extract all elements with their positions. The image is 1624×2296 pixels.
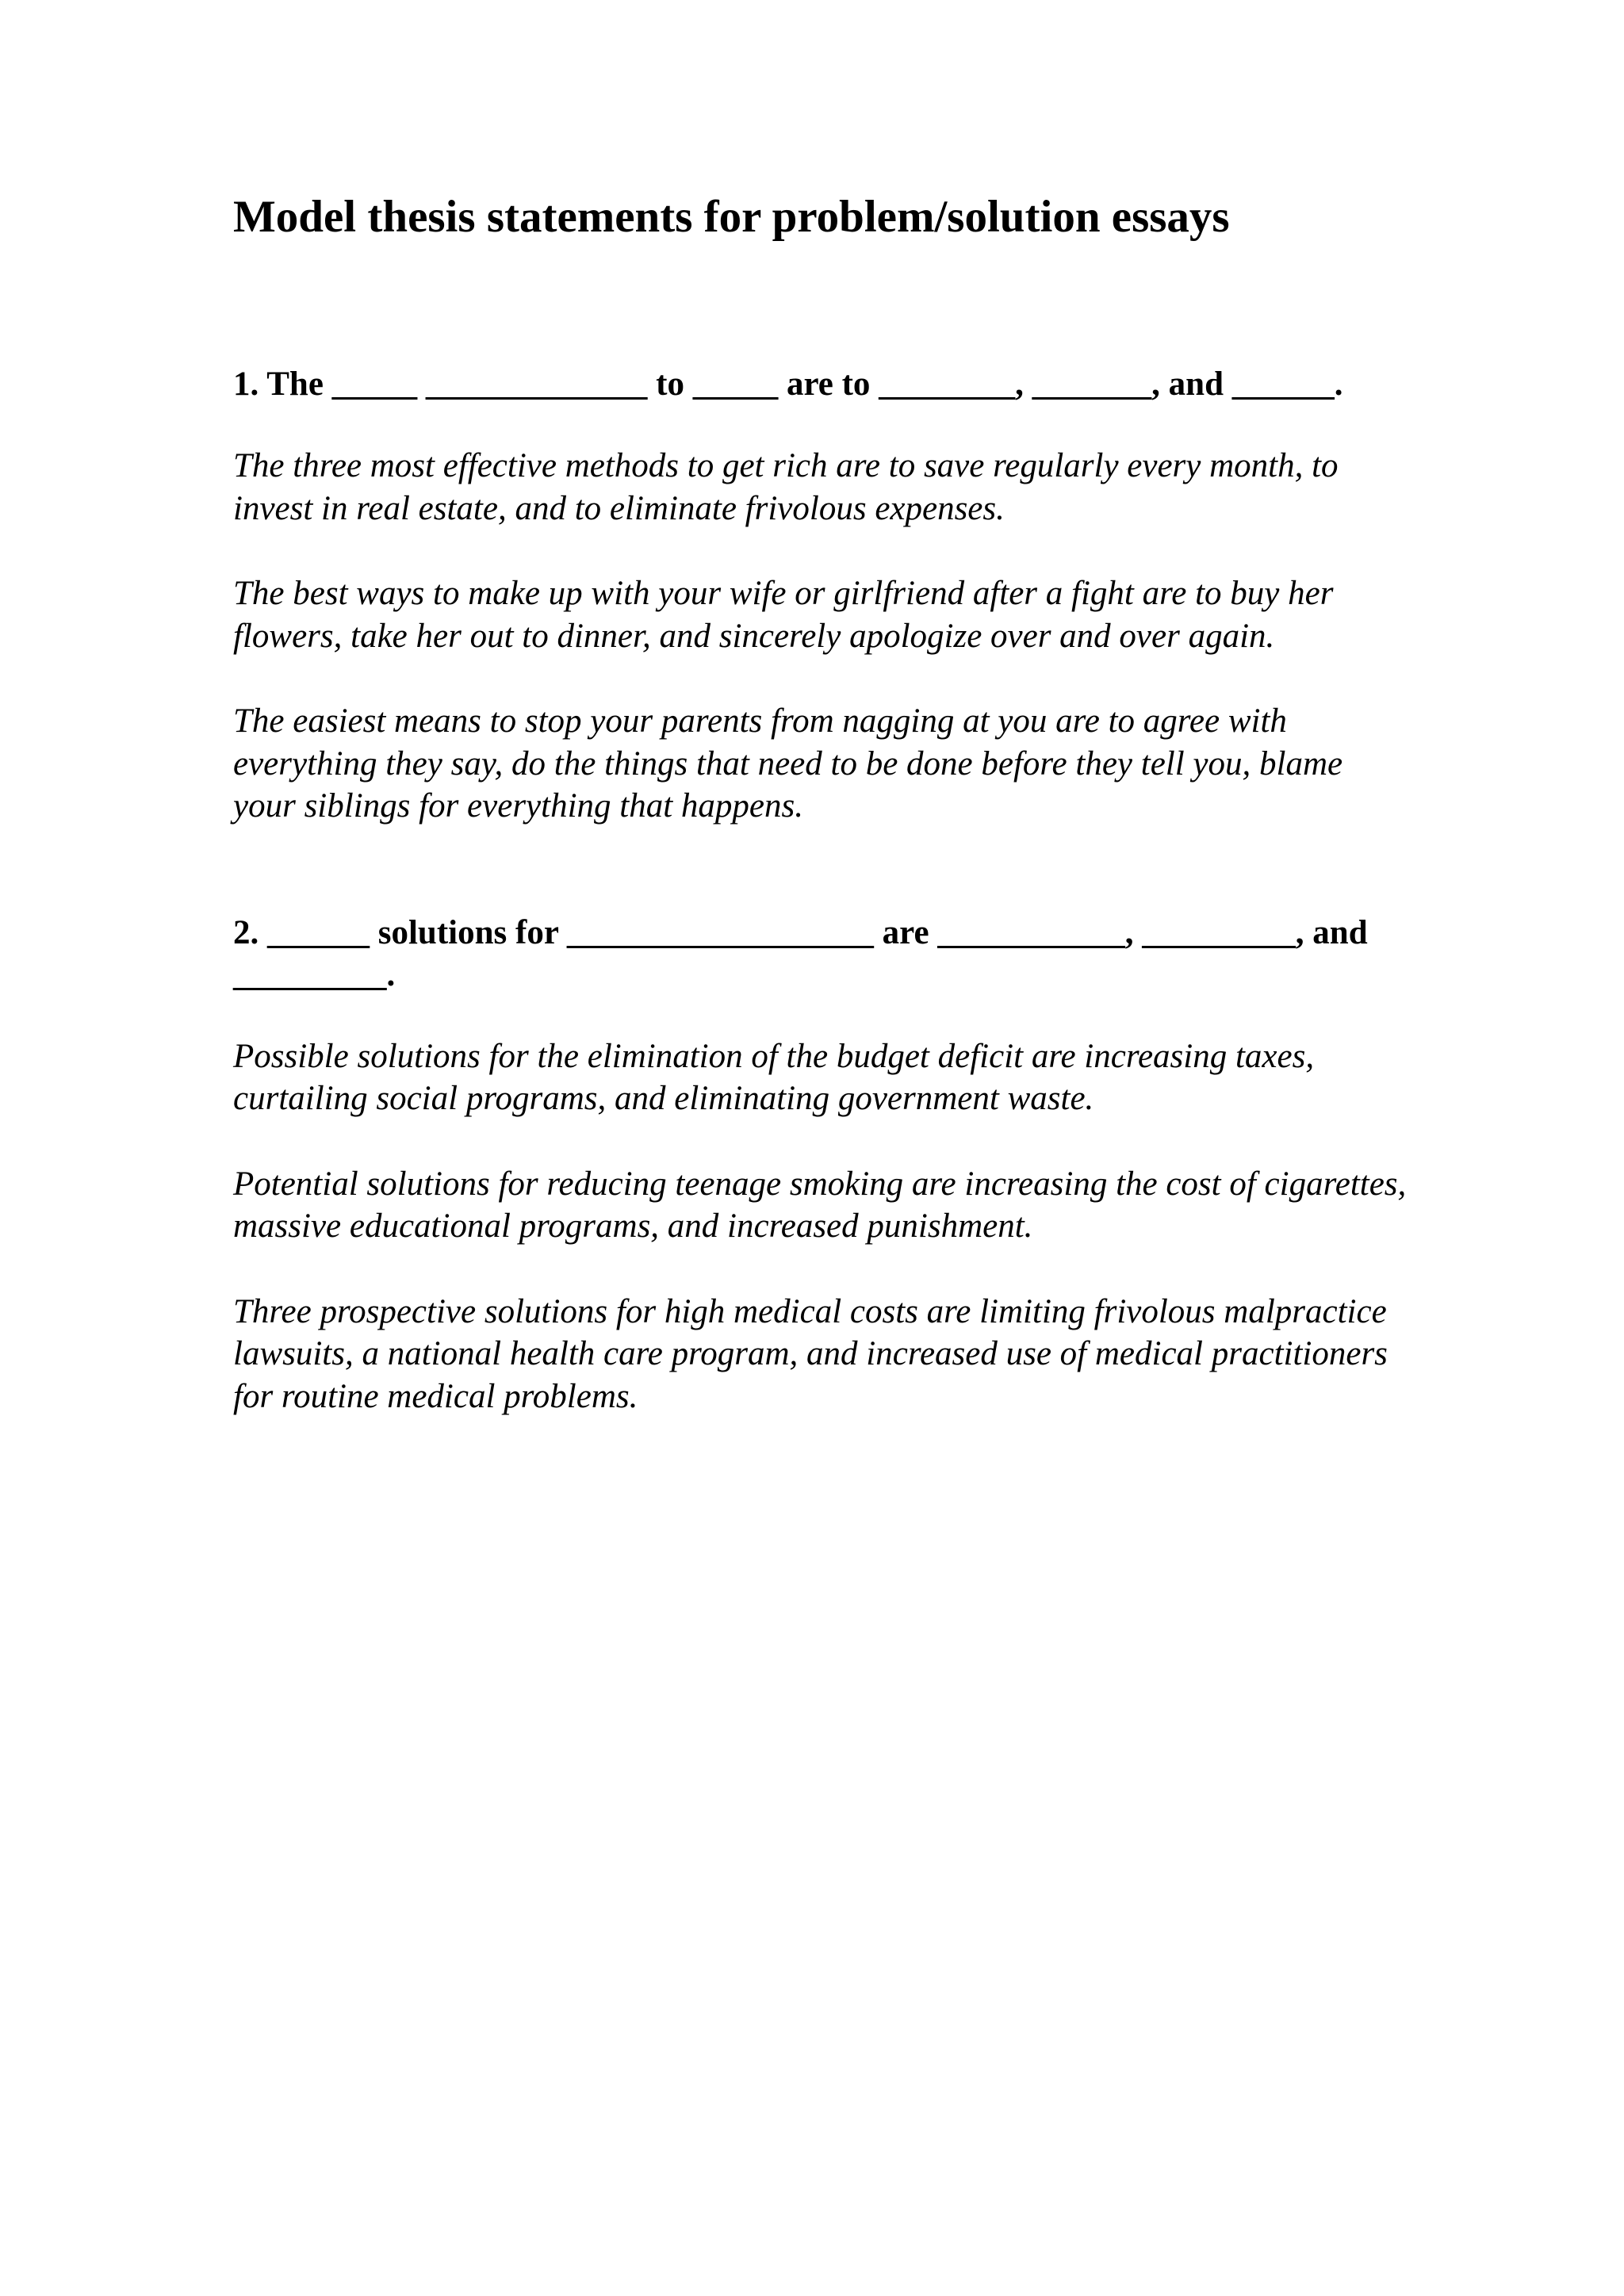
thesis-template-1: 1. The _____ _____________ to _____ are to ________, _______, and ______. bbox=[233, 365, 1343, 404]
page-title: Model thesis statements for problem/solution essays bbox=[233, 192, 1230, 242]
example-1-1: The three most effective methods to get rich are to save regularly every month, to invest in real estate, and to eliminate frivolous expenses. bbox=[233, 447, 1339, 527]
document-body bbox=[233, 190, 1407, 1460]
example-2-1: Possible solutions for the elimination of the budget deficit are increasing taxes, curtailing social programs, and eliminating government waste. bbox=[233, 1037, 1315, 1118]
example-2-2: Potential solutions for reducing teenage smoking are increasing the cost of cigarettes, massive educational programs, and increased punishment. bbox=[233, 1165, 1407, 1246]
example-1-2: The best ways to make up with your wife or girlfriend after a fight are to buy her flowers, take her out to dinner, and sincerely apologize over and over again. bbox=[233, 575, 1334, 655]
thesis-template-2: 2. ______ solutions for __________________ are ___________, _________, and _________. bbox=[233, 913, 1368, 993]
example-2-3: Three prospective solutions for high medical costs are limiting frivolous malpractice lawsuits, a national health care program, and increased use of medical practitioners for routine medical problems. bbox=[233, 1292, 1388, 1415]
section-2 bbox=[233, 912, 1407, 1418]
example-1-3: The easiest means to stop your parents from nagging at you are to agree with everything they say, do the things that need to be done before they tell you, blame your siblings for everything that happens. bbox=[233, 702, 1343, 825]
section-1 bbox=[233, 363, 1407, 828]
